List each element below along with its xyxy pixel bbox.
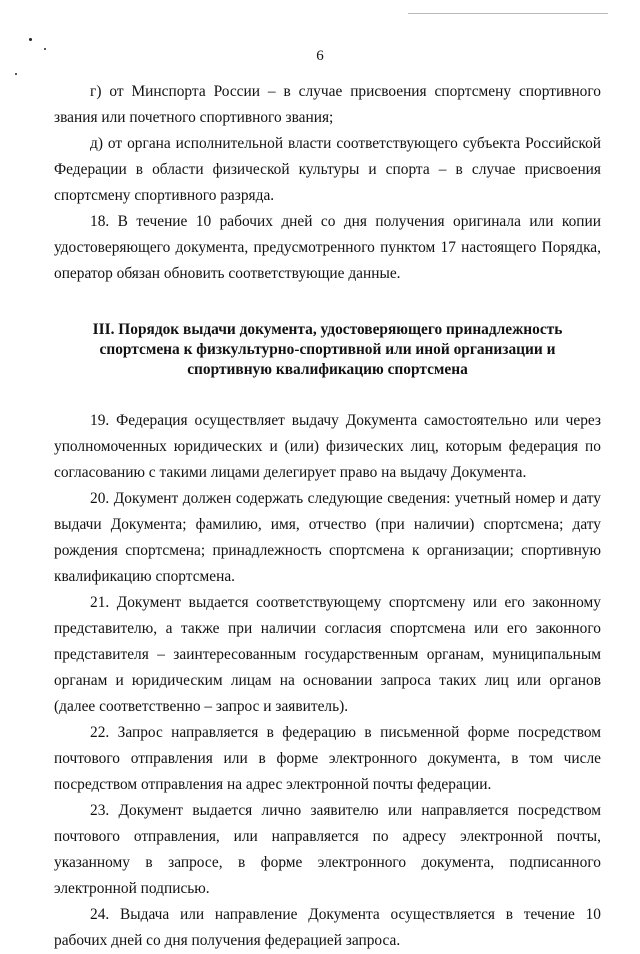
scan-edge-line: [408, 13, 608, 14]
paragraph-item-g: г) от Минспорта России – в случае присвоения спортсмену спортивного звания или почетного спортивного звания;: [54, 83, 601, 126]
paragraph-20: 20. Документ должен содержать следующие сведения: учетный номер и дату выдачи Документа; фамилию, имя, отчество (при наличии) спортсмена; дату рождения спортсмена; принадлежность спортсмена к организации; спортивную квалификацию спортсмена.: [54, 490, 601, 585]
paragraph-23: 23. Документ выдается лично заявителю или направляется посредством почтового отправления, или направляется по адресу электронной почты, указанному в запросе, в форме электронного документа, подписанного электронной подписью.: [54, 802, 601, 897]
scan-dot: [29, 38, 32, 41]
paragraph-22: 22. Запрос направляется в федерацию в письменной форме посредством почтового отправления или в форме электронного документа, в том числе посредством отправления на адрес электронной почты федерации.: [54, 724, 601, 793]
scan-dot: [15, 73, 17, 75]
document-body: [54, 79, 601, 954]
page-number: 6: [316, 48, 324, 64]
paragraph-19: 19. Федерация осуществляет выдачу Документа самостоятельно или через уполномоченных юридических и (или) физических лиц, которым федерация по согласованию с такими лицами делегирует право на выдачу Документа.: [54, 412, 601, 481]
paragraph-18: 18. В течение 10 рабочих дней со дня получения оригинала или копии удостоверяющего документа, предусмотренного пунктом 17 настоящего Порядка, оператор обязан обновить соответствующие данные.: [54, 213, 601, 282]
paragraph-24: 24. Выдача или направление Документа осуществляется в течение 10 рабочих дней со дня получения федерацией запроса.: [54, 906, 601, 949]
paragraph-21: 21. Документ выдается соответствующему спортсмену или его законному представителю, а также при наличии согласия спортсмена или его законного представителя – заинтересованным государственным органам, муниципальным органам и юридическим лицам на основании запроса таких лиц или органов (далее соответственно – запрос и заявитель).: [54, 594, 601, 715]
paragraph-item-d: д) от органа исполнительной власти соответствующего субъекта Российской Федерации в области физической культуры и спорта – в случае присвоения спортсмену спортивного разряда.: [54, 135, 601, 204]
section-heading: III. Порядок выдачи документа, удостоверяющего принадлежность спортсмена к физкультурно-спортивной или иной организации и спортивную квалификацию спортсмена: [92, 321, 563, 378]
